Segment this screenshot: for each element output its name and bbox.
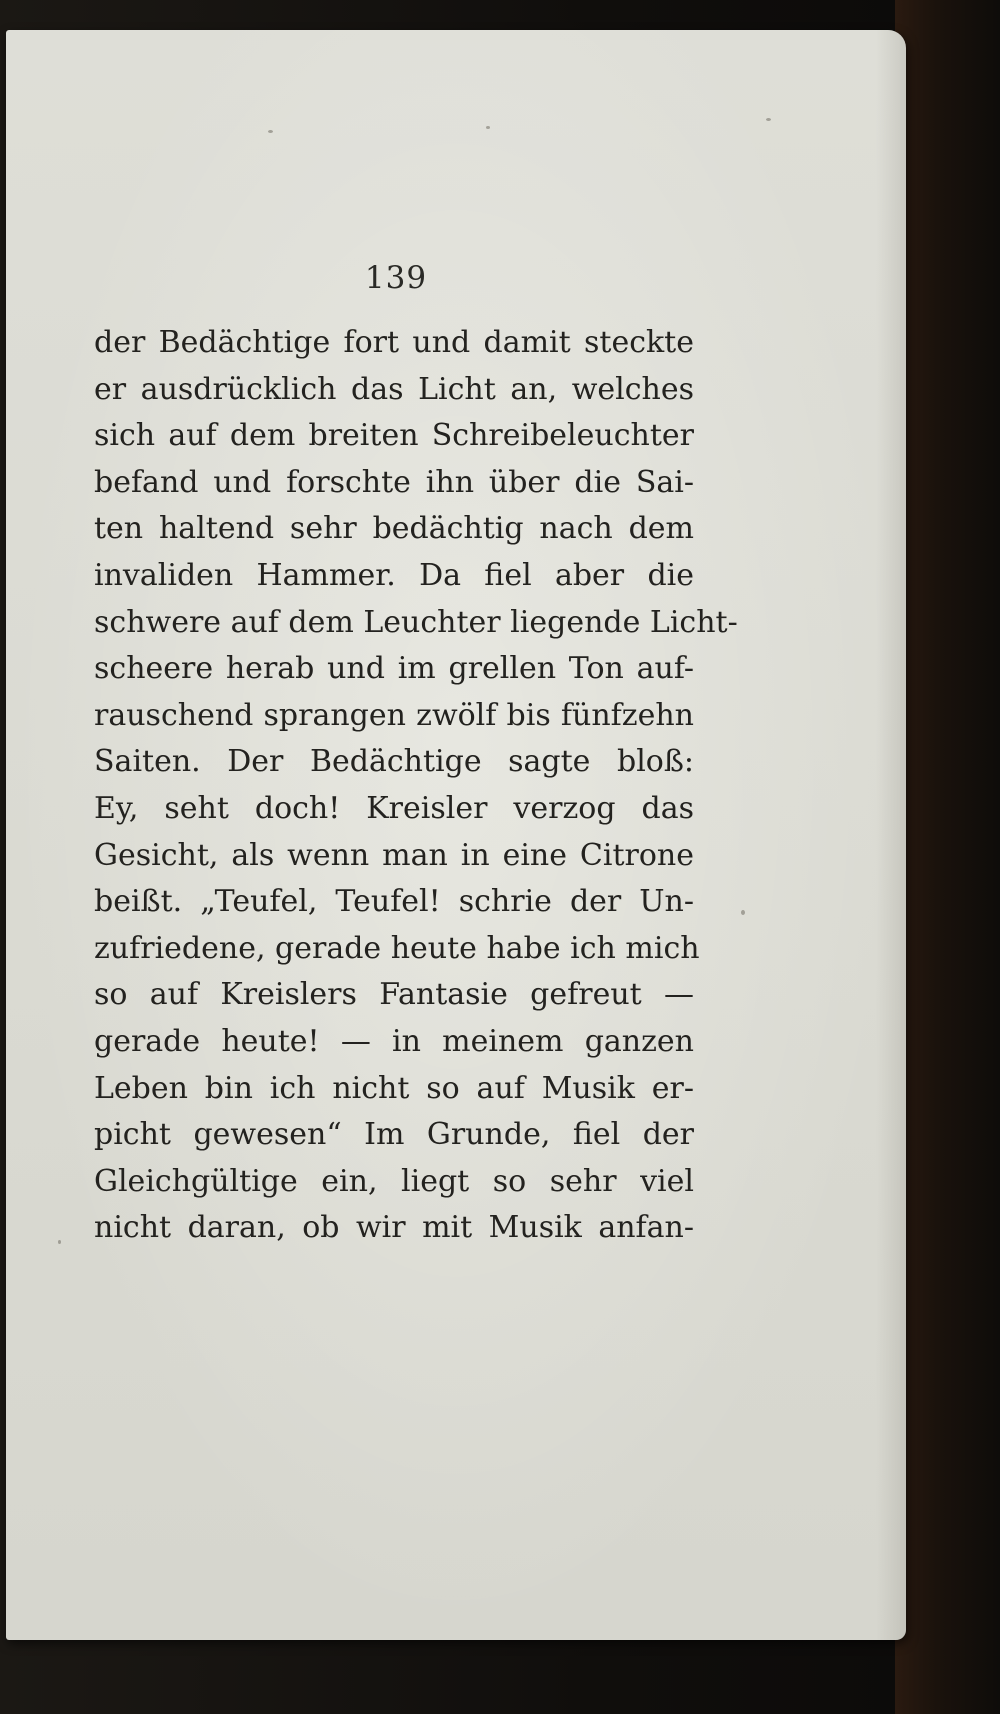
text-line: der Bedächtige fort und damit steckte [94,325,694,360]
book-edge [895,0,1000,1714]
text-line: Leben bin ich nicht so auf Musik er- [94,1070,694,1106]
paper-speck [766,118,771,121]
paper-speck [268,130,273,133]
text-line: nicht daran, ob wir mit Musik anfan- [94,1210,694,1246]
text-line: befand und forschte ihn über die Sai- [94,464,694,500]
text-line: er ausdrücklich das Licht an, welches [94,371,694,407]
paper-speck [741,910,745,915]
text-line: Gleichgültige ein, liegt so sehr viel [94,1163,694,1199]
text-line: Saiten. Der Bedächtige sagte bloß: [94,744,694,780]
book-page [6,30,906,1640]
body-text [94,320,738,1252]
text-line: Gesicht, als wenn man in eine Citrone [94,837,694,873]
text-line: invaliden Hammer. Da fiel aber die [94,557,694,593]
page-number: 139 [364,260,428,296]
text-line: zufriedene, gerade heute habe ich mich [94,930,700,966]
text-line: rauschend sprangen zwölf bis fünfzehn [94,697,694,733]
text-line: Ey, seht doch! Kreisler verzog das [94,790,694,826]
page-shading [876,30,906,1640]
text-line: schwere auf dem Leuchter liegende Licht- [94,604,738,640]
text-line: gerade heute! — in meinem ganzen [94,1023,694,1059]
text-line: sich auf dem breiten Schreibeleuchter [94,418,694,454]
paper-speck [486,126,490,129]
text-line: beißt. „Teufel, Teufel! schrie der Un- [94,884,694,920]
text-line: so auf Kreislers Fantasie gefreut — [94,977,694,1013]
text-line: picht gewesen“ Im Grunde, fiel der [94,1117,694,1153]
text-line: ten haltend sehr bedächtig nach dem [94,511,694,547]
text-line: scheere herab und im grellen Ton auf- [94,651,694,687]
paper-speck [58,1240,61,1244]
